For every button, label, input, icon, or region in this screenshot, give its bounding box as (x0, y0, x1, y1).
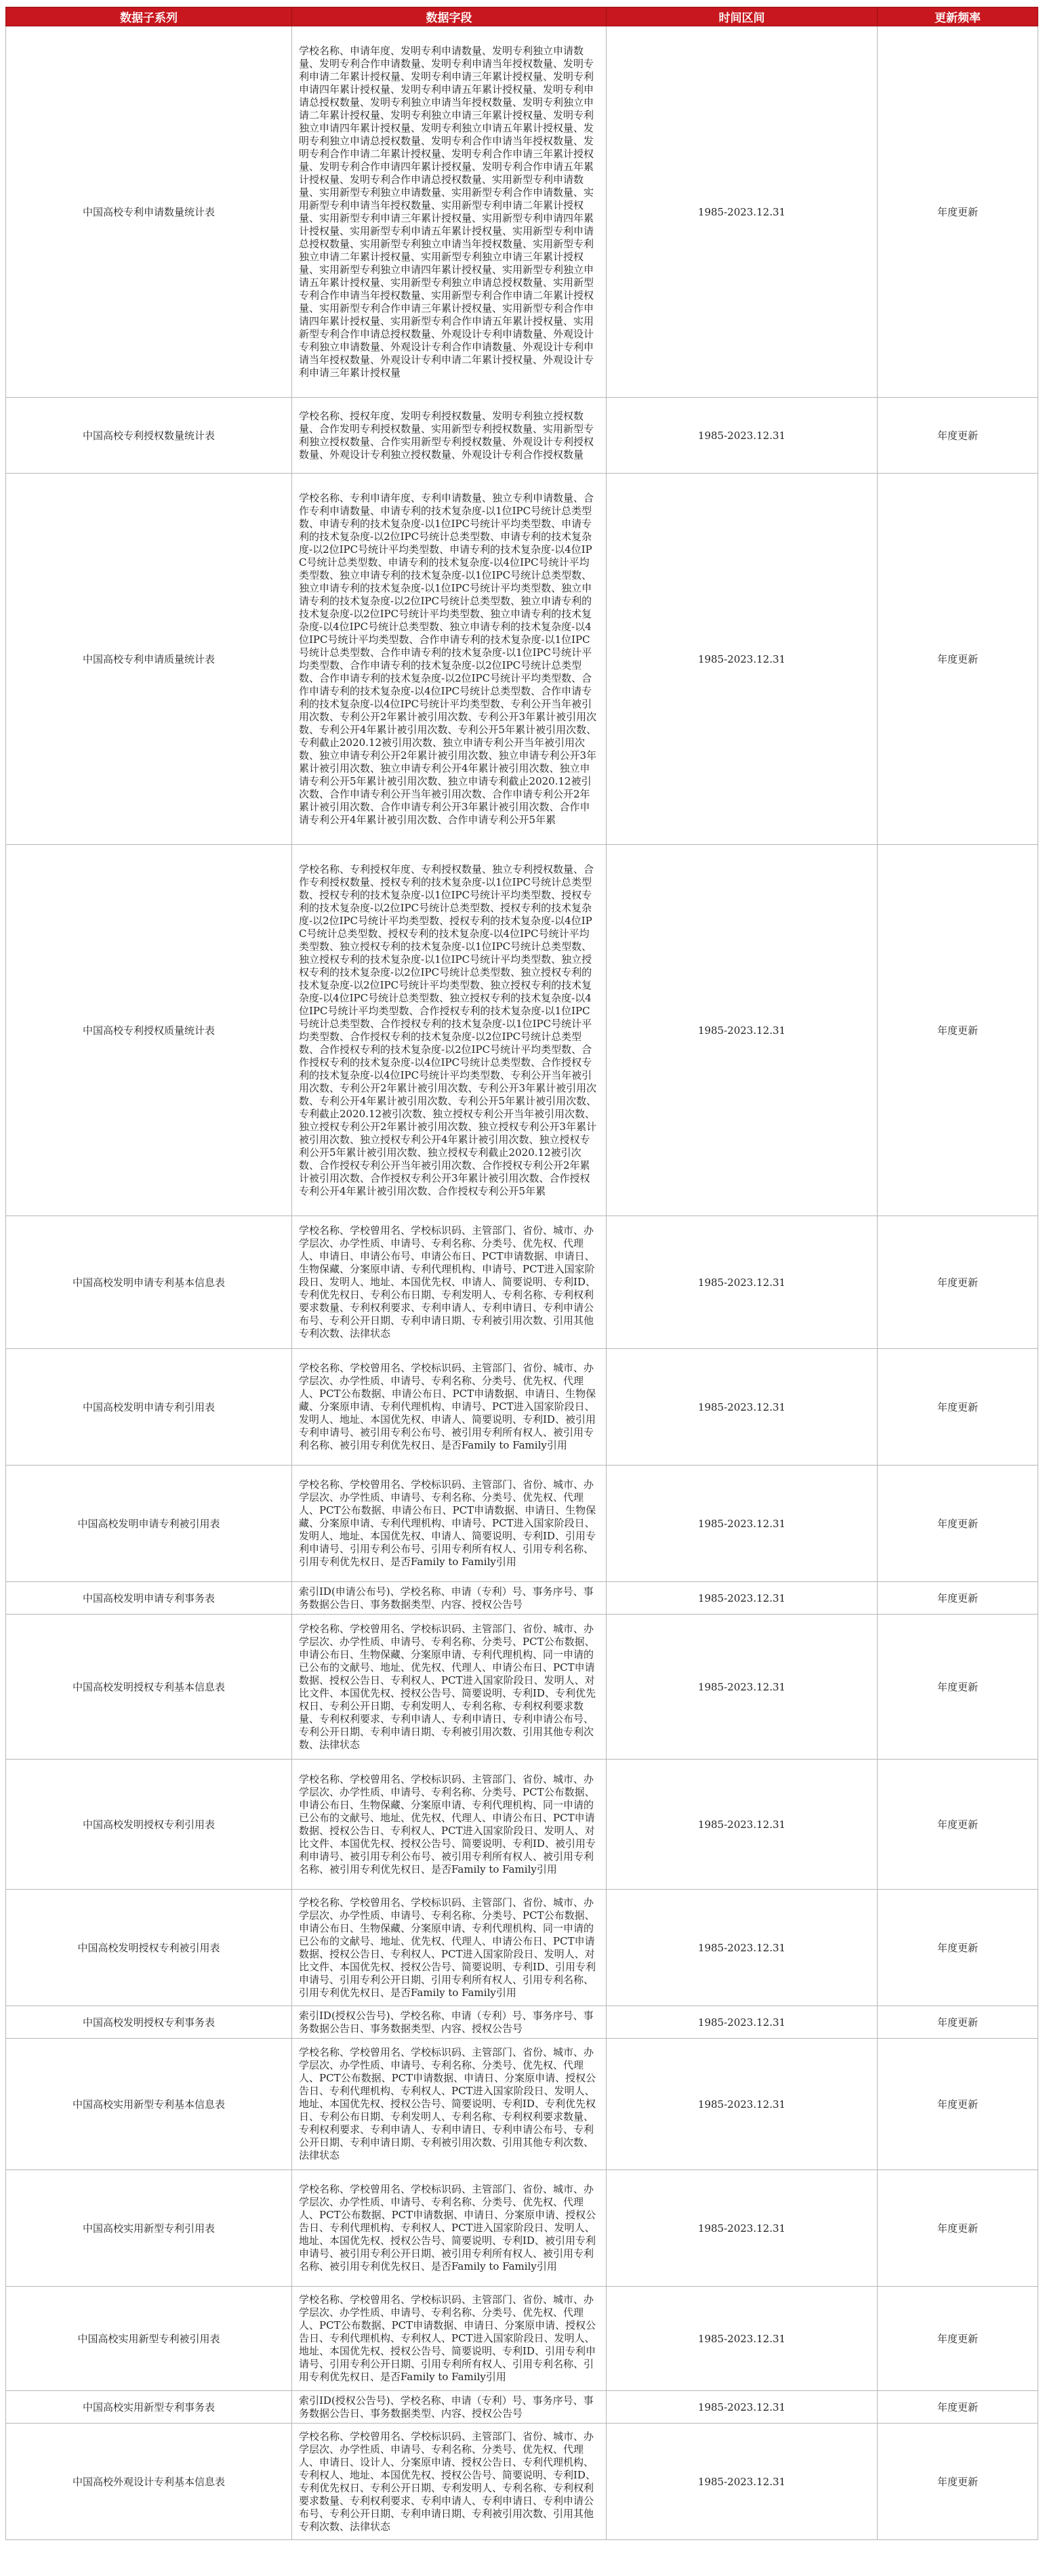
table-cell-time-range: 1985-2023.12.31 (607, 2006, 878, 2039)
table-cell-fields (292, 1890, 607, 2006)
table-cell-update-frequency: 年度更新 (878, 26, 1038, 398)
table-cell-series-name: 中国高校发明申请专利引用表 (6, 1349, 292, 1466)
table-row (6, 2170, 1038, 2287)
fields-text: 索引ID(授权公告号)、学校名称、申请（专利）号、事务序号、事务数据公告日、事务数据类型、内容、授权公告号 (299, 2394, 594, 2419)
table-cell-series-name: 中国高校实用新型专利引用表 (6, 2170, 292, 2287)
header-update-frequency: 更新频率 (878, 7, 1038, 26)
fields-text: 学校名称、申请年度、发明专利申请数量、发明专利独立申请数量、发明专利合作申请数量、发明专利申请当年授权数量、发明专利申请二年累计授权量、发明专利申请三年累计授权量、发明专利申请四年累计授权量、发明专利申请五年累计授权量、发明专利申请总授权数量、发明专利独立申请当年授权数量、发明专利独立申请二年累计授权量、发明专利独立申请三年累计授权量、发明专利独立申请四年累计授权量、发明专利独立申请五年累计授权量、发明专利独立申请总授权数量、发明专利合作申请当年授权数量、发明专利合作申请二年累计授权量、发明专利合作申请三年累计授权量、发明专利合作申请四年累计授权量、发明专利合作申请五年累计授权量、发明专利合作申请总授权数量、实用新型专利申请数量、实用新型专利独立申请数量、实用新型专利合作申请数量、实用新型专利申请当年授权数量、实用新型专利申请二年累计授权量、实用新型专利申请三年累计授权量、实用新型专利申请四年累计授权量、实用新型专利申请五年累计授权量、实用新型专利申请总授权数量、实用新型专利独立申请当年授权数量、实用新型专利独立申请二年累计授权量、实用新型专利独立申请三年累计授权量、实用新型专利独立申请四年累计授权量、实用新型专利独立申请五年累计授权量、实用新型专利独立申请总授权数量、实用新型专利合作申请当年授权数量、实用新型专利合作申请二年累计授权量、实用新型专利合作申请三年累计授权量、实用新型专利合作申请四年累计授权量、实用新型专利合作申请五年累计授权量、实用新型专利合作申请总授权数量、外观设计专利申请数量、外观设计专利独立申请数量、外观设计专利合作申请数量、外观设计专利申请当年授权数量、外观设计专利申请二年累计授权量、外观设计专利申请三年累计授权量 (299, 44, 594, 379)
table-row (6, 1582, 1038, 1615)
fields-text: 索引ID(授权公告号)、学校名称、申请（专利）号、事务序号、事务数据公告日、事务数据类型、内容、授权公告号 (299, 2009, 594, 2035)
table-cell-fields (292, 1760, 607, 1890)
table-cell-update-frequency: 年度更新 (878, 1890, 1038, 2006)
table-cell-fields (292, 1615, 607, 1760)
table-row (6, 2039, 1038, 2170)
table-cell-time-range: 1985-2023.12.31 (607, 1216, 878, 1349)
table-cell-update-frequency: 年度更新 (878, 2287, 1038, 2391)
table-cell-fields (292, 2170, 607, 2287)
table-cell-fields (292, 2287, 607, 2391)
table-cell-fields (292, 2039, 607, 2170)
fields-text: 学校名称、专利授权年度、专利授权数量、独立专利授权数量、合作专利授权数量、授权专利的技术复杂度-以1位IPC号统计总类型数、授权专利的技术复杂度-以1位IPC号统计平均类型数、授权专利的技术复杂度-以2位IPC号统计总类型数、授权专利的技术复杂度-以2位IPC号统计平均类型数、授权专利的技术复杂度-以4位IPC号统计总类型数、授权专利的技术复杂度-以4位IPC号统计平均类型数、独立授权专利的技术复杂度-以1位IPC号统计总类型数、独立授权专利的技术复杂度-以1位IPC号统计平均类型数、独立授权专利的技术复杂度-以2位IPC号统计总类型数、独立授权专利的技术复杂度-以2位IPC号统计平均类型数、独立授权专利的技术复杂度-以4位IPC号统计总类型数、独立授权专利的技术复杂度-以4位IPC号统计平均类型数、合作授权专利的技术复杂度-以1位IPC号统计总类型数、合作授权专利的技术复杂度-以1位IPC号统计平均类型数、合作授权专利的技术复杂度-以2位IPC号统计总类型数、合作授权专利的技术复杂度-以2位IPC号统计平均类型数、合作授权专利的技术复杂度-以4位IPC号统计总类型数、合作授权专利的技术复杂度-以4位IPC号统计平均类型数、专利公开当年被引用次数、专利公开2年累计被引用次数、专利公开3年累计被引用次数、专利公开4年累计被引用次数、专利公开5年累计被引用次数、专利截止2020.12被引次数、独立授权专利公开当年被引用次数、独立授权专利公开2年累计被引用次数、独立授权专利公开3年累计被引用次数、独立授权专利公开4年累计被引用次数、独立授权专利公开5年累计被引用次数、独立授权专利截止2020.12被引次数、合作授权专利公开当年被引用次数、合作授权专利公开2年累计被引用次数、合作授权专利公开3年累计被引用次数、合作授权专利公开4年累计被引用次数、合作授权专利公开5年累 (299, 863, 597, 1197)
table-cell-series-name: 中国高校发明授权专利被引用表 (6, 1890, 292, 2006)
fields-text: 学校名称、授权年度、发明专利授权数量、发明专利独立授权数量、合作发明专利授权数量、实用新型专利授权数量、实用新型专利独立授权数量、合作实用新型专利授权数量、外观设计专利授权数量、外观设计专利独立授权数量、外观设计专利合作授权数量 (299, 409, 594, 461)
table-cell-update-frequency: 年度更新 (878, 1349, 1038, 1466)
table-row (6, 2391, 1038, 2424)
table-cell-time-range: 1985-2023.12.31 (607, 1615, 878, 1760)
table-cell-series-name: 中国高校发明申请专利事务表 (6, 1582, 292, 1615)
table-cell-time-range: 1985-2023.12.31 (607, 398, 878, 474)
table-cell-fields (292, 1466, 607, 1582)
table-cell-series-name: 中国高校发明申请专利被引用表 (6, 1466, 292, 1582)
table-cell-time-range: 1985-2023.12.31 (607, 2424, 878, 2540)
table-row (6, 1615, 1038, 1760)
fields-text: 学校名称、学校曾用名、学校标识码、主管部门、省份、城市、办学层次、办学性质、申请号、专利名称、分类号、优先权、代理人、PCT公布数据、PCT申请数据、申请日、分案原申请、授权公告日、专利代理机构、专利权人、PCT进入国家阶段日、发明人、地址、本国优先权、授权公告号、简要说明、专利ID、引用专利申请号、引用专利公开日期、引用专利所有权人、引用专利名称、引用专利优先权日、是否Family to Family引用 (299, 2293, 596, 2383)
fields-text: 学校名称、专利申请年度、专利申请数量、独立专利申请数量、合作专利申请数量、申请专利的技术复杂度-以1位IPC号统计总类型数、申请专利的技术复杂度-以1位IPC号统计平均类型数、申请专利的技术复杂度-以2位IPC号统计总类型数、申请专利的技术复杂度-以2位IPC号统计平均类型数、申请专利的技术复杂度-以4位IPC号统计总类型数、申请专利的技术复杂度-以4位IPC号统计平均类型数、独立申请专利的技术复杂度-以1位IPC号统计总类型数、独立申请专利的技术复杂度-以1位IPC号统计平均类型数、独立申请专利的技术复杂度-以2位IPC号统计总类型数、独立申请专利的技术复杂度-以2位IPC号统计平均类型数、独立申请专利的技术复杂度-以4位IPC号统计总类型数、独立申请专利的技术复杂度-以4位IPC号统计平均类型数、合作申请专利的技术复杂度-以1位IPC号统计总类型数、合作申请专利的技术复杂度-以1位IPC号统计平均类型数、合作申请专利的技术复杂度-以2位IPC号统计总类型数、合作申请专利的技术复杂度-以2位IPC号统计平均类型数、合作申请专利的技术复杂度-以4位IPC号统计总类型数、合作申请专利的技术复杂度-以4位IPC号统计平均类型数、专利公开当年被引用次数、专利公开2年累计被引用次数、专利公开3年累计被引用次数、专利公开4年累计被引用次数、专利公开5年累计被引用次数、专利截止2020.12被引用次数、独立申请专利公开当年被引用次数、独立申请专利公开2年累计被引用次数、独立申请专利公开3年累计被引用次数、独立申请专利公开4年累计被引用次数、独立申请专利公开5年累计被引用次数、独立申请专利截止2020.12被引次数、合作申请专利公开当年被引用次数、合作申请专利公开2年累计被引用次数、合作申请专利公开3年累计被引用次数、合作申请专利公开4年累计被引用次数、合作申请专利公开5年累 (299, 491, 597, 826)
table-cell-time-range: 1985-2023.12.31 (607, 474, 878, 845)
fields-text: 学校名称、学校曾用名、学校标识码、主管部门、省份、城市、办学层次、办学性质、申请号、专利名称、分类号、优先权、代理人、PCT公布数据、申请公布日、PCT申请数据、申请日、生物保藏、分案原申请、专利代理机构、申请号、PCT进入国家阶段日、发明人、地址、本国优先权、申请人、简要说明、专利ID、被引用专利申请号、被引用专利公布号、被引用专利所有权人、被引用专利名称、被引用专利优先权日、是否Family to Family引用 (299, 1362, 596, 1451)
table-row (6, 1760, 1038, 1890)
table-cell-time-range: 1985-2023.12.31 (607, 26, 878, 398)
fields-text: 学校名称、学校曾用名、学校标识码、主管部门、省份、城市、办学层次、办学性质、申请号、专利名称、分类号、优先权、代理人、PCT公布数据、申请公布日、PCT申请数据、申请日、生物保藏、分案原申请、专利代理机构、申请号、PCT进入国家阶段日、发明人、地址、本国优先权、申请人、简要说明、专利ID、引用专利申请号、引用专利公布号、引用专利所有权人、引用专利名称、引用专利优先权日、是否Family to Family引用 (299, 1478, 596, 1568)
table-cell-fields (292, 2006, 607, 2039)
table-cell-fields (292, 1349, 607, 1466)
table-cell-update-frequency: 年度更新 (878, 2391, 1038, 2424)
fields-text: 学校名称、学校曾用名、学校标识码、主管部门、省份、城市、办学层次、办学性质、申请号、专利名称、分类号、优先权、代理人、PCT公布数据、PCT申请数据、申请日、分案原申请、授权公告日、专利代理机构、专利权人、PCT进入国家阶段日、发明人、地址、本国优先权、授权公告号、简要说明、专利ID、被引用专利申请号、被引用专利公开日期、被引用专利所有权人、被引用专利名称、被引用专利优先权日、是否Family to Family引用 (299, 2183, 596, 2272)
table-cell-time-range: 1985-2023.12.31 (607, 1760, 878, 1890)
fields-text: 学校名称、学校曾用名、学校标识码、主管部门、省份、城市、办学层次、办学性质、申请号、专利名称、分类号、优先权、代理人、申请日、申请公布号、申请公布日、PCT申请数据、申请日、生物保藏、分案原申请、专利代理机构、申请号、PCT进入国家阶段日、发明人、地址、本国优先权、申请人、简要说明、专利ID、专利优先权日、专利公布日期、专利发明人、专利名称、专利权利要求数量、专利权利要求、专利申请人、专利申请日、专利申请公布号、专利公开日期、专利申请日期、专利被引用次数、引用其他专利次数、法律状态 (299, 1224, 596, 1339)
table-cell-time-range: 1985-2023.12.31 (607, 1466, 878, 1582)
data-table (5, 7, 1038, 2540)
table-row (6, 2424, 1038, 2540)
table-cell-time-range: 1985-2023.12.31 (607, 1582, 878, 1615)
table-cell-time-range: 1985-2023.12.31 (607, 2391, 878, 2424)
table-cell-update-frequency: 年度更新 (878, 845, 1038, 1216)
table-cell-fields (292, 398, 607, 474)
table-cell-time-range: 1985-2023.12.31 (607, 845, 878, 1216)
table-cell-fields (292, 2391, 607, 2424)
table-row (6, 1466, 1038, 1582)
fields-text: 学校名称、学校曾用名、学校标识码、主管部门、省份、城市、办学层次、办学性质、申请号、专利名称、分类号、PCT公布数据、申请公布日、生物保藏、分案原申请、专利代理机构、同一申请的已公布的文献号、地址、优先权、代理人、申请公布日、PCT申请数据、授权公告日、专利权人、PCT进入国家阶段日、发明人、对比文件、本国优先权、授权公告号、简要说明、专利ID、专利优先权日、专利公开日期、专利发明人、专利名称、专利权利要求数量、专利权利要求、专利申请人、专利申请日、专利申请公布号、专利公开日期、专利申请日期、专利被引用次数、引用其他专利次数、法律状态 (299, 1622, 596, 1751)
table-row (6, 2287, 1038, 2391)
table-cell-update-frequency: 年度更新 (878, 2039, 1038, 2170)
table-row (6, 398, 1038, 474)
table-row (6, 474, 1038, 845)
table-cell-update-frequency: 年度更新 (878, 1760, 1038, 1890)
table-cell-series-name: 中国高校实用新型专利事务表 (6, 2391, 292, 2424)
table-cell-update-frequency: 年度更新 (878, 2424, 1038, 2540)
table-cell-update-frequency: 年度更新 (878, 474, 1038, 845)
header-fields: 数据字段 (292, 7, 607, 26)
table-row (6, 1890, 1038, 2006)
table-cell-series-name: 中国高校专利申请数量统计表 (6, 26, 292, 398)
table-cell-series-name: 中国高校专利授权质量统计表 (6, 845, 292, 1216)
header-row (6, 7, 1038, 26)
table-cell-update-frequency: 年度更新 (878, 2170, 1038, 2287)
table-cell-series-name: 中国高校发明授权专利基本信息表 (6, 1615, 292, 1760)
header-time-range: 时间区间 (607, 7, 878, 26)
table-cell-series-name: 中国高校发明授权专利引用表 (6, 1760, 292, 1890)
fields-text: 索引ID(申请公布号)、学校名称、申请（专利）号、事务序号、事务数据公告日、事务数据类型、内容、授权公告号 (299, 1585, 594, 1611)
table-body (6, 26, 1038, 2540)
table-row (6, 2006, 1038, 2039)
table-cell-series-name: 中国高校发明申请专利基本信息表 (6, 1216, 292, 1349)
fields-text: 学校名称、学校曾用名、学校标识码、主管部门、省份、城市、办学层次、办学性质、申请号、专利名称、分类号、PCT公布数据、申请公布日、生物保藏、分案原申请、专利代理机构、同一申请的已公布的文献号、地址、优先权、代理人、申请公布日、PCT申请数据、授权公告日、专利权人、PCT进入国家阶段日、发明人、对比文件、本国优先权、授权公告号、简要说明、专利ID、被引用专利申请号、被引用专利公布号、被引用专利所有权人、被引用专利名称、被引用专利优先权日、是否Family to Family引用 (299, 1772, 596, 1875)
fields-text: 学校名称、学校曾用名、学校标识码、主管部门、省份、城市、办学层次、办学性质、申请号、专利名称、分类号、优先权、代理人、申请日、设计人、分案原申请、授权公告日、专利代理机构、专利权人、地址、本国优先权、授权公告号、简要说明、专利ID、专利优先权日、专利公开日期、专利发明人、专利名称、专利权利要求数量、专利权利要求、专利申请人、专利申请日、专利申请公布号、专利公开日期、专利申请日期、专利被引用次数、引用其他专利次数、法律状态 (299, 2430, 596, 2533)
table-cell-fields (292, 845, 607, 1216)
table-cell-update-frequency: 年度更新 (878, 398, 1038, 474)
table-cell-update-frequency: 年度更新 (878, 2006, 1038, 2039)
table-cell-series-name: 中国高校发明授权专利事务表 (6, 2006, 292, 2039)
table-row (6, 845, 1038, 1216)
table-row (6, 26, 1038, 398)
table-cell-fields (292, 2424, 607, 2540)
table-cell-time-range: 1985-2023.12.31 (607, 1349, 878, 1466)
table-cell-fields (292, 26, 607, 398)
header-series: 数据子系列 (6, 7, 292, 26)
table-row (6, 1349, 1038, 1466)
table-cell-series-name: 中国高校实用新型专利被引用表 (6, 2287, 292, 2391)
table-cell-time-range: 1985-2023.12.31 (607, 2287, 878, 2391)
table-cell-time-range: 1985-2023.12.31 (607, 1890, 878, 2006)
table-cell-series-name: 中国高校实用新型专利基本信息表 (6, 2039, 292, 2170)
table-cell-series-name: 中国高校专利授权数量统计表 (6, 398, 292, 474)
table-cell-fields (292, 1582, 607, 1615)
table-cell-series-name: 中国高校外观设计专利基本信息表 (6, 2424, 292, 2540)
table-cell-time-range: 1985-2023.12.31 (607, 2170, 878, 2287)
fields-text: 学校名称、学校曾用名、学校标识码、主管部门、省份、城市、办学层次、办学性质、申请号、专利名称、分类号、优先权、代理人、PCT公布数据、PCT申请数据、申请日、分案原申请、授权公告日、专利代理机构、专利权人、PCT进入国家阶段日、发明人、地址、本国优先权、授权公告号、简要说明、专利ID、专利优先权日、专利公布日期、专利发明人、专利名称、专利权利要求数量、专利权利要求、专利申请人、专利申请日、专利申请公布号、专利公开日期、专利申请日期、专利被引用次数、引用其他专利次数、法律状态 (299, 2046, 596, 2161)
table-cell-update-frequency: 年度更新 (878, 1582, 1038, 1615)
table-cell-series-name: 中国高校专利申请质量统计表 (6, 474, 292, 845)
table-row (6, 1216, 1038, 1349)
fields-text: 学校名称、学校曾用名、学校标识码、主管部门、省份、城市、办学层次、办学性质、申请号、专利名称、分类号、PCT公布数据、申请公布日、生物保藏、分案原申请、专利代理机构、同一申请的已公布的文献号、地址、优先权、代理人、申请公布日、PCT申请数据、授权公告日、专利权人、PCT进入国家阶段日、发明人、对比文件、本国优先权、授权公告号、简要说明、专利ID、引用专利申请号、引用专利公开日期、引用专利所有权人、引用专利名称、引用专利优先权日、是否Family to Family引用 (299, 1896, 596, 1999)
table-cell-update-frequency: 年度更新 (878, 1615, 1038, 1760)
table-cell-update-frequency: 年度更新 (878, 1216, 1038, 1349)
table-cell-fields (292, 1216, 607, 1349)
table-cell-update-frequency: 年度更新 (878, 1466, 1038, 1582)
table-cell-time-range: 1985-2023.12.31 (607, 2039, 878, 2170)
table-cell-fields (292, 474, 607, 845)
